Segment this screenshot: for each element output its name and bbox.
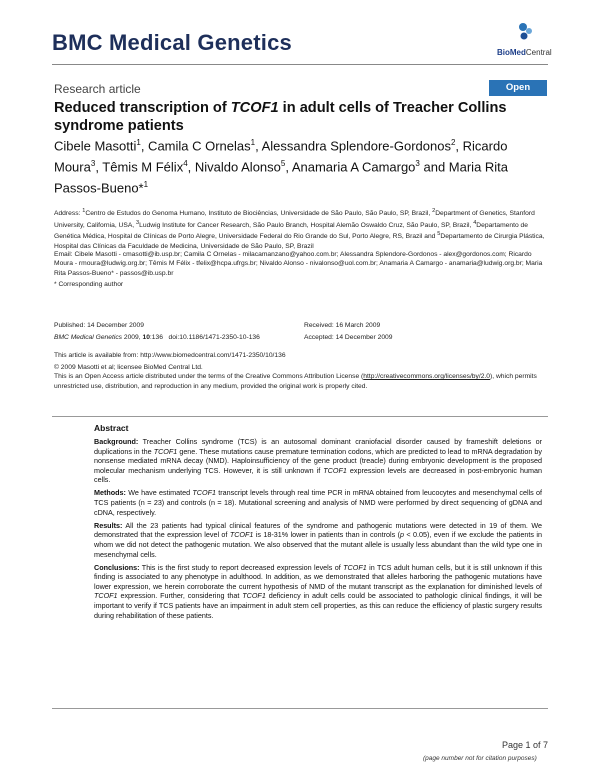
abstract-heading: Abstract [94,423,129,433]
page-number-note: (page number not for citation purposes) [423,755,537,762]
received-accepted-dates [304,321,504,345]
article-type: Research article [54,82,141,96]
abstract-conclusions: Conclusions: This is the first study to report decreased expression levels of TCOF1 in TCS adult human cells, but it is still unknown if this finding is associated to any phenotype in adulthood. In addition, as we demonstrated that alleles harboring the pathogenic mutations have lower expression, we herein corroborate the current hypothesis of NMD of the mutant transcript as the explanation for diminished levels of TCOF1 expression. Further, considering that TCOF1 deficiency in adult cells could be associated to pathologic clinical findings, it will be important to verify if TCS patients have an impairment in adult stem cell properties, as this can reduce the efficiency of plastic surgery results during rehabilitation of these patients. [94,562,542,620]
email-list: Email: Cibele Masotti - cmasotti@ib.usp.br; Camila C Ornelas - milacamanzano@yahoo.com.br; Alessandra Splendore-Gordonos - alex@gordonos.com; Ricardo Moura - rmoura@ludwig.org.br; Têmis M Félix - tfelix@hcpa.ufrgs.br; Nivaldo Alonso - nivalonso@uol.com.br; Anamaria A Camargo - anamaria@ludwig.org.br; Maria Rita Passos-Bueno* - passos@ib.usp.br [54,251,543,277]
abstract-results: Results: All the 23 patients had typical clinical features of the syndrome and pathogenic mutations were detected in 19 of them. We demonstrated that the expression level of TCOF1 is 18-31% lower in patients than in controls (p < 0.05), even if we exclude the patients in whom we did not detect the pathogenic mutation. We also observed that the mutant allele is usually less abundant than the wild type one in mesenchymal cells. [94,520,542,559]
abstract-body [94,437,542,624]
received-date: Received: 16 March 2009 [304,322,381,329]
open-access-badge: Open Access [489,80,547,96]
affiliations: Address: $^1$Centro de Estudos do Genoma Humano, Instituto de Biociências, Universidade de São Paulo, São Paulo, SP, Brazil, $^2$Department of Genetics, Stanford University, California, USA, $^3$Ludwig Institute for Cancer Research, São Paulo Branch, Hospital Alemão Oswaldo Cruz, São Paulo, SP, Brazil, $^4$Departamento de Genética Médica, Hospital de Clínicas de Porto Alegre, Universidade Federal do Rio Grande do Sul, Porto Alegre, RS, Brazil and $^5$Departamento de Cirurgia Plástica, Hospital das Clínicas da Faculdade de Medicina, Universidade de São Paulo, SP, Brazil [54,208,545,250]
abstract-background: Background: Treacher Collins syndrome (TCS) is an autosomal dominant craniofacial disorder caused by frameshift deletions or duplications in the TCOF1 gene. These mutations cause premature termination codons, which are predicted to lead to mRNA degradation by nonsense mediated mRNA decay (NMD). Haploinsufficiency of the gene product (treacle) during embryonic development is the proposed molecular mechanism underlying TCS. However, it is still unknown if TCOF1 expression levels are decreased in post-embryonic human cells. [94,437,542,485]
article-title: Reduced transcription of TCOF1 in adult cells of Treacher Collins syndrome patients [54,100,507,134]
publication-info [54,321,294,345]
biomed-central-logo-icon [517,22,535,42]
citation: BMC Medical Genetics 2009, 10:136 doi:10.1186/1471-2350-10-136 [54,333,260,341]
journal-title: BMC Medical Genetics [52,30,292,55]
author-list: Cibele Masotti$^1$, Camila C Ornelas$^1$, Alessandra Splendore-Gordonos$^2$, Ricardo Moura$^3$, Têmis M Félix$^4$, Nivaldo Alonso$^5$, Anamaria A Camargo$^3$ and Maria Rita Passos-Bueno*$^1$ [54,138,509,195]
copyright-notice: © 2009 Masotti et al; licensee BioMed Central Ltd. This is an Open Access article distributed under the terms of the Creative Commons Attribution License (http://creativecommons.org/licenses/by/2.0), which permits unrestricted use, distribution, and reproduction in any medium, provided the original work is properly cited. [54,364,537,390]
corresponding-author-note: * Corresponding author [54,281,124,288]
abstract-section [52,416,548,709]
header-rule [52,64,548,65]
accepted-date: Accepted: 14 December 2009 [304,333,393,341]
logo-text: BioMedCentral [497,48,552,57]
page-number: Page 1 of 7 [502,740,549,750]
published-date: Published: 14 December 2009 [54,322,144,329]
article-url[interactable]: This article is available from: http://www.biomedcentral.com/1471-2350/10/136 [54,352,286,359]
abstract-methods: Methods: We have estimated TCOF1 transcript levels through real time PCR in mRNA obtained from leucocytes and mesenchymal cells of TCS patients (n = 23) and controls (n = 18). Mutational screening and analysis of NMD were performed by direct sequencing of gDNA and cDNA, respectively. [94,488,542,517]
biomed-central-logo [497,22,552,62]
